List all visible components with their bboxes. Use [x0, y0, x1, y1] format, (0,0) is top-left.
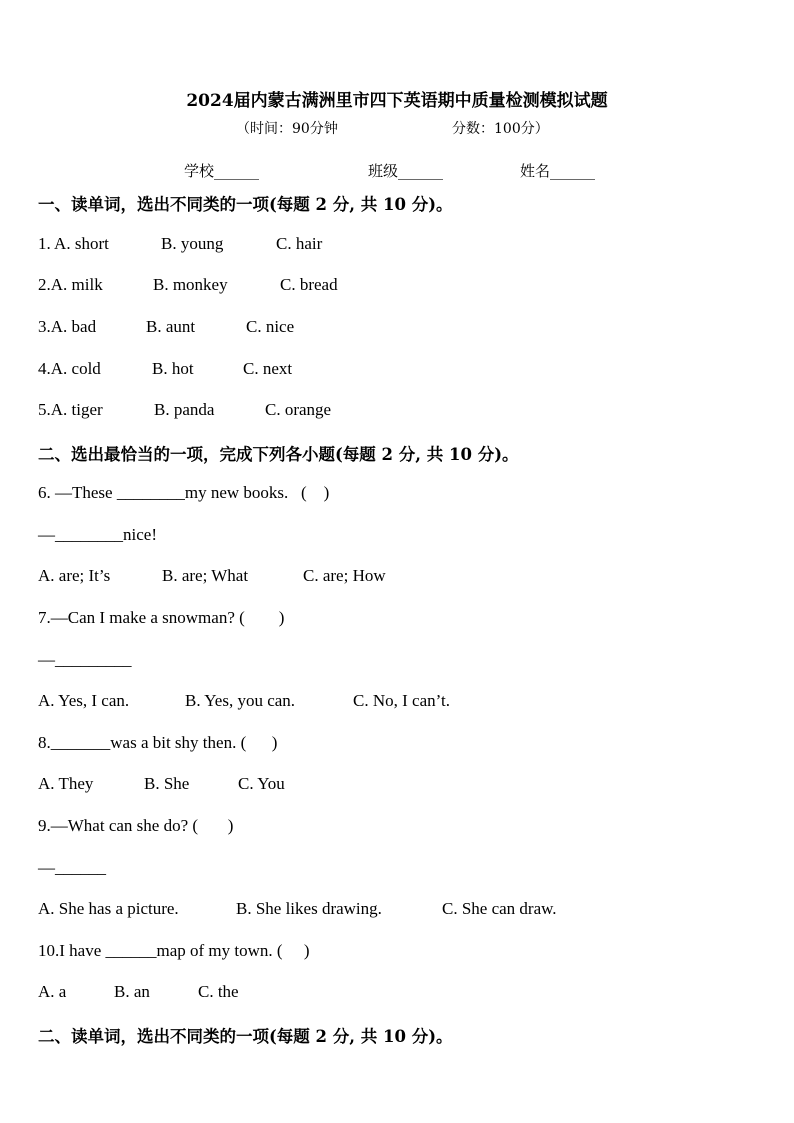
section-2-heading: 二、选出最恰当的一项，完成下列各小题(每题 2 分, 共 10 分)。: [38, 445, 519, 464]
q9-option-b: B. She likes drawing.: [236, 899, 382, 918]
q5-option-a: 5.A. tiger: [38, 400, 103, 419]
q10-option-a: A. a: [38, 982, 67, 1001]
q7-stem: 7.—Can I make a snowman? ( ): [38, 608, 285, 627]
exam-time: （时间：90分钟: [236, 121, 338, 137]
q1-option-c: C. hair: [276, 234, 323, 253]
q8-stem: 8._______was a bit shy then. ( ): [38, 733, 278, 752]
q7-option-a: A. Yes, I can.: [38, 691, 130, 710]
q6-option-c: C. are; How: [303, 566, 386, 585]
name-field: 姓名______: [520, 162, 596, 180]
q7-option-b: B. Yes, you can.: [185, 691, 296, 710]
q8-option-a: A. They: [38, 774, 94, 793]
q9-option-c: C. She can draw.: [442, 899, 557, 918]
q8-option-c: C. You: [238, 774, 285, 793]
q3-option-a: 3.A. bad: [38, 317, 97, 336]
q6-option-b: B. are; What: [162, 566, 249, 585]
q5-option-b: B. panda: [154, 400, 215, 419]
q9-response: —______: [38, 858, 106, 877]
exam-title: 2024届内蒙古满洲里市四下英语期中质量检测模拟试题: [186, 91, 608, 111]
q1-option-b: B. young: [161, 234, 224, 253]
q1-option-a: 1. A. short: [38, 234, 109, 253]
q4-option-c: C. next: [243, 359, 293, 378]
q3-option-c: C. nice: [246, 317, 295, 336]
q9-option-a: A. She has a picture.: [38, 899, 179, 918]
section-3-heading: 二、读单词，选出不同类的一项(每题 2 分, 共 10 分)。: [38, 1027, 453, 1046]
q6-response: —________nice!: [38, 525, 157, 544]
q7-option-c: C. No, I can’t.: [353, 691, 450, 710]
q4-option-a: 4.A. cold: [38, 359, 101, 378]
q9-stem: 9.—What can she do? ( ): [38, 816, 234, 835]
class-field: 班级______: [368, 162, 444, 180]
q5-option-c: C. orange: [265, 400, 332, 419]
exam-score: 分数：100分）: [452, 121, 549, 137]
q10-option-c: C. the: [198, 982, 239, 1001]
q2-option-c: C. bread: [280, 275, 338, 294]
school-field: 学校______: [184, 162, 260, 180]
q7-response: —_________: [38, 650, 132, 669]
q6-stem: 6. —These ________my new books. ( ): [38, 483, 330, 502]
q10-stem: 10.I have ______map of my town. ( ): [38, 941, 310, 960]
q6-option-a: A. are; It’s: [38, 566, 111, 585]
q4-option-b: B. hot: [152, 359, 194, 378]
q2-option-b: B. monkey: [153, 275, 228, 294]
q3-option-b: B. aunt: [146, 317, 196, 336]
q2-option-a: 2.A. milk: [38, 275, 103, 294]
section-1-heading: 一、读单词，选出不同类的一项(每题 2 分, 共 10 分)。: [38, 195, 453, 214]
q10-option-b: B. an: [114, 982, 150, 1001]
q8-option-b: B. She: [144, 774, 190, 793]
